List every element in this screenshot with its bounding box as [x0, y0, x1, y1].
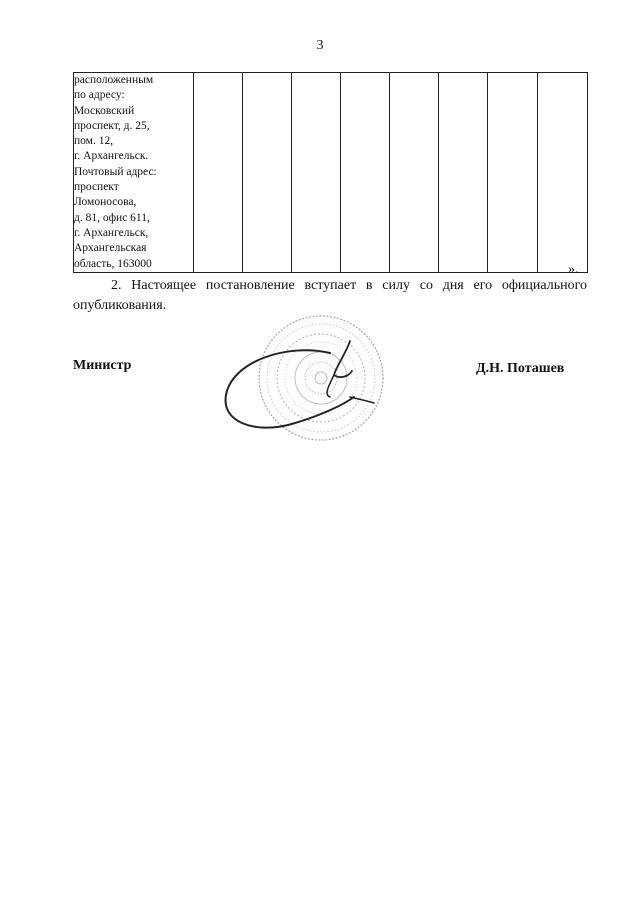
address-line: Архангельская [74, 242, 147, 255]
empty-cell [439, 73, 488, 273]
address-line: г. Архангельск, [74, 226, 149, 239]
address-line: по адресу: [74, 89, 125, 102]
official-stamp-and-signature [218, 315, 388, 465]
empty-cell [390, 73, 439, 273]
empty-cell [538, 73, 588, 273]
effective-date-paragraph [73, 276, 587, 316]
paragraph-line: опубликования. [73, 298, 167, 313]
address-line: Почтовый адрес: [74, 165, 157, 178]
empty-cell [194, 73, 243, 273]
empty-cell [341, 73, 390, 273]
handwritten-signature-icon [226, 341, 374, 428]
signer-name: Д.Н. Поташев [476, 361, 565, 376]
stamp-seal-icon [259, 316, 383, 440]
address-line: д. 81, офис 611, [74, 211, 150, 224]
continuation-table [73, 72, 588, 273]
page-number: 3 [316, 38, 324, 53]
empty-cell [243, 73, 292, 273]
address-line: Московский [74, 104, 135, 117]
address-line: пом. 12, [74, 135, 114, 148]
signer-title: Министр [73, 358, 132, 373]
address-line: Ломоносова, [74, 196, 137, 209]
empty-cell [488, 73, 538, 273]
table-row [74, 73, 588, 273]
address-cell [74, 73, 194, 273]
empty-cell [292, 73, 341, 273]
closing-quote: ». [568, 262, 579, 277]
address-line: г. Архангельск. [74, 150, 149, 163]
address-line: область, 163000 [74, 257, 152, 270]
address-line: проспект [74, 181, 119, 194]
address-line: расположенным [74, 74, 154, 86]
address-line: проспект, д. 25, [74, 119, 150, 132]
paragraph-line: 2. Настоящее постановление вступает в силу со дня его официального [111, 278, 587, 293]
